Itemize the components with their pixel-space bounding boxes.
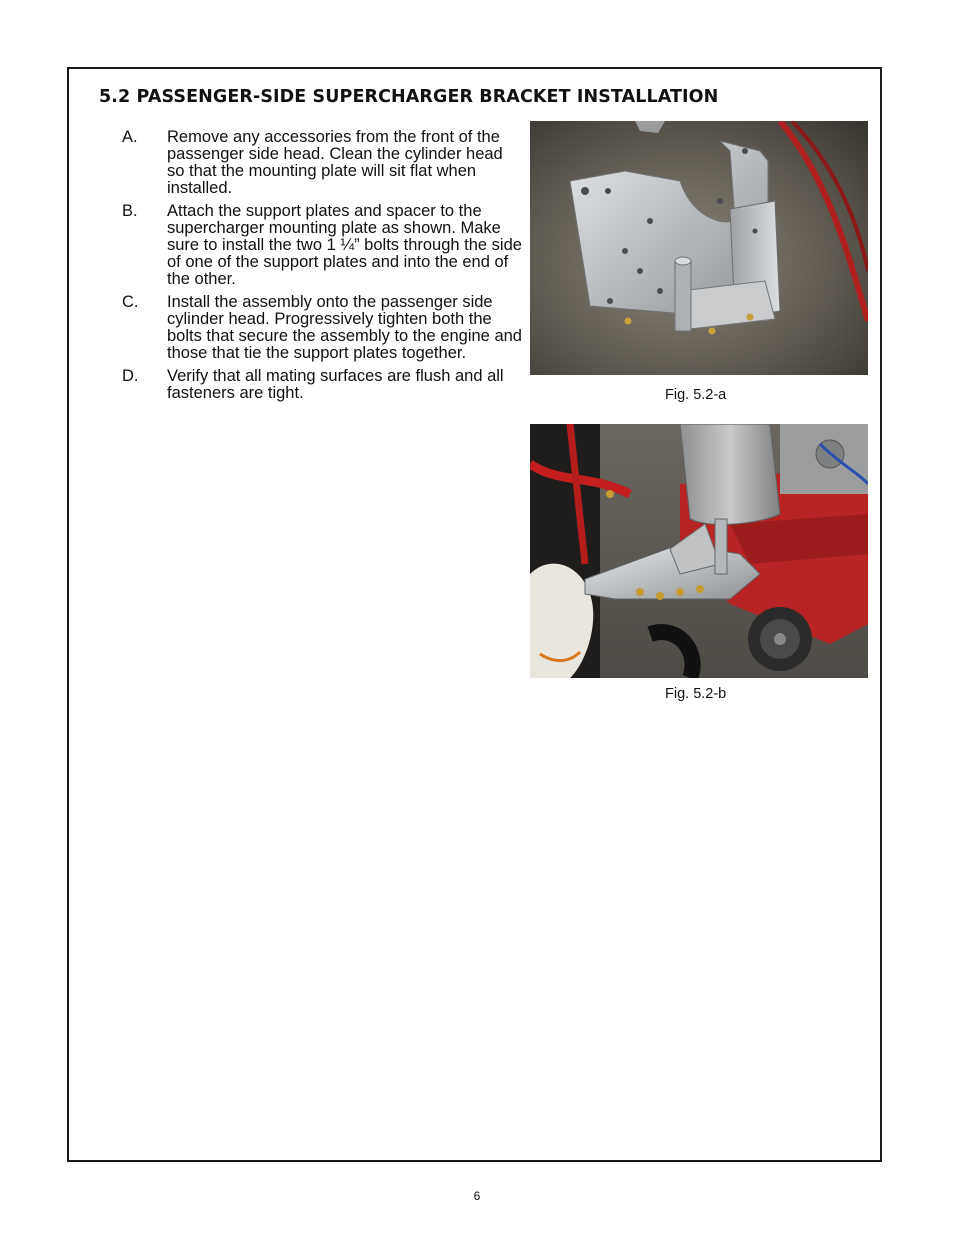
figure-5-2-b-photo <box>530 424 868 678</box>
instruction-step-d <box>122 368 522 402</box>
figure-5-2-a-photo <box>530 121 868 375</box>
page-frame <box>67 67 882 1162</box>
instruction-list <box>122 129 522 408</box>
figure-caption: Fig. 5.2-b <box>665 686 727 702</box>
page-number: 6 <box>473 1189 481 1203</box>
step-text: Verify that all mating surfaces are flush and all fasteners are tight. <box>167 367 504 402</box>
figure-caption: Fig. 5.2-a <box>665 387 727 403</box>
instruction-step-c <box>122 294 522 362</box>
step-letter: C. <box>122 293 139 311</box>
instruction-step-b <box>122 203 522 288</box>
step-letter: A. <box>122 128 138 146</box>
instruction-step-a <box>122 129 522 197</box>
step-text: Attach the support plates and spacer to the supercharger mounting plate as shown. Make sure to install the two 1 ¼” bolts through the side of one of the support plates and into the end of the other. <box>167 202 522 288</box>
step-text: Remove any accessories from the front of the passenger side head. Clean the cylinder head so that the mounting plate will sit flat when installed. <box>167 128 503 197</box>
step-text: Install the assembly onto the passenger side cylinder head. Progressively tighten both the bolts that secure the assembly to the engine and those that tie the support plates together. <box>167 293 522 362</box>
step-letter: D. <box>122 367 139 385</box>
section-title: 5.2 PASSENGER-SIDE SUPERCHARGER BRACKET INSTALLATION <box>99 87 719 107</box>
step-letter: B. <box>122 202 138 220</box>
